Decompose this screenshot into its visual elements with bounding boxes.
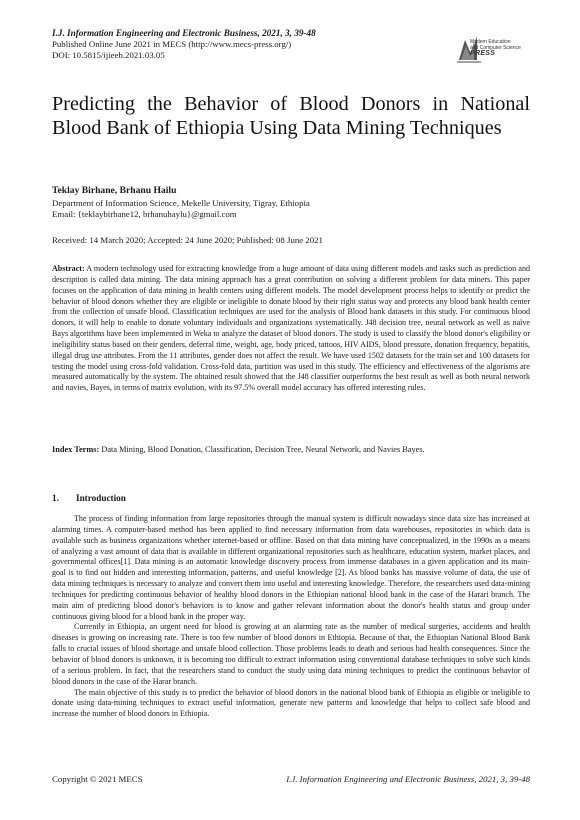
authors: Teklay Birhane, Brhanu Hailu: [52, 185, 177, 196]
paragraph: Currently in Ethiopia, an urgent need for blood is growing at an alarming rate as the number of medical surgeries, accidents and health diseases is growing on increasing rate. There is too few number of blood donors in Ethiopia. Because of that, the Ethiopian National Blood Bank falls to crucial issues of blood shortage and unsafe blood collection. Those problems leads to death and serious bad health consequences. Since the behavior of blood donors is unknown, it is becoming too difficult to extract information using conventional database techniques to solve such kinds of a serious problem. In fact, that the researchers stand to conduct the study using data mining techniques to predict the continuous behavior of blood donors in the case of the Harar branch.: [52, 622, 530, 686]
section-heading: [52, 493, 126, 503]
footer-journal: I.J. Information Engineering and Electronic Business, 2021, 3, 39-48: [286, 774, 530, 784]
logo-line-1: Modern Education: [470, 39, 511, 45]
journal-header: [52, 28, 472, 61]
publication-info: Published Online June 2021 in MECS (http://www.mecs-press.org/): [52, 39, 292, 49]
section-title: Introduction: [76, 493, 126, 503]
section-body: [52, 514, 530, 720]
journal-name: I.J. Information Engineering and Electronic Business, 2021, 3, 39-48: [52, 28, 316, 38]
logo-line-2: and Computer Science: [470, 44, 521, 51]
submission-dates: Received: 14 March 2020; Accepted: 24 June 2020; Published: 08 June 2021: [52, 235, 323, 245]
index-terms-text: Data Mining, Blood Donation, Classification, Decision Tree, Neural Network, and Navies Bayes.: [101, 445, 425, 454]
abstract: [52, 264, 530, 394]
email: Email: {teklaybirhane12, brhanuhaylu}@gmail.com: [52, 209, 237, 220]
paragraph: The process of finding information from large repositories through the manual system is difficult nowadays since data size has increased at alarming times. A computer-based method has been applied to find necessary information from data warehouses, repositories in which data is available such as business organizations whether internet-based or offline. Based on that data mining have conceptualized, in the 1990s as a means of analyzing a vast amount of data that is available in different organizational repositories such as healthcare, education system, market places, and governmental offices[1]. Data mining is an automatic knowledge discovery process from immense databases in a given application and its main-goal is to find out hidden and interesting information, patterns, and useful knowledge [2]. As blood banks has massive volume of data, the use of data mining techniques is necessary to analyze and convert them into useful and interesting knowledge. Therefore, the researchers used data-mining techniques for predicting continuous behavior of healthy blood donors in the Ethiopian national blood bank in the case of the Harari branch. The main aim of predicting blood donor's behaviors is to know and gather relevant information about the donor's health status and group under continuous giving blood for a blood bank in the proper way.: [52, 514, 530, 621]
abstract-text: A modern technology used for extracting knowledge from a huge amount of data using different models and tasks such as prediction and description is called data mining. The data mining approach has a great contribution on solving a different problem for data miners. This paper focuses on the application of data mining in health centers using different models. The model development process helps to identify or predict the behavior of blood donors whether they are eligible or ineligible to donate blood by their right status way and protects any blood bank health center from the collection of unsafe blood. Classification techniques are used for the analysis of Blood bank datasets in this study. For continuous blood donors, it will help to enable to donate voluntary individuals and organizations systematically. J48 decision tree, neural network as well as naïve Bays algorithms have been implemented in Weka to analyze the dataset of blood donors. The study is used to classify the blood donor's eligibility or ineligibility status based on their genders, deferral time, weight, age, body priced, tattoos, HIV AIDS, blood pressure, donation frequency, hepatitis, illegal drug use attributes. From the 11 attributes, gender does not affect the result. We have used 1502 datasets for the train set and 100 datasets for testing the model using cross-fold validation. Cross-fold data, partition was used in this study. The efficiency and effectiveness of the algorisms are measured automatically by the system. The obtained result showed that the J48 classifier outperforms the best result as well as both neural network and navies, Bayes, in terms of matrix evolution, with its 97.5% overall model accuracy has offered interesting rules.: [52, 264, 530, 393]
paragraph: The main objective of this study is to predict the behavior of blood donors in the national blood bank of Ethiopia as eligible or ineligible to donate using data-mining techniques to extract useful information, generate new patterns and knowledge that helps to collect safe blood and increase the number of blood donors in Ethiopia.: [52, 687, 530, 719]
abstract-label: Abstract:: [52, 264, 85, 273]
logo-wordmark: [470, 40, 521, 57]
footer-copyright: Copyright © 2021 MECS: [52, 774, 143, 784]
affiliation: Department of Information Science, Mekelle University, Tigray, Ethiopia: [52, 198, 310, 208]
paper-title: Predicting the Behavior of Blood Donors in National Blood Bank of Ethiopia Using Data Mining Techniques: [52, 93, 530, 139]
doi: DOI: 10.5815/ijieeb.2021.03.05: [52, 50, 165, 60]
section-number: 1.: [52, 493, 59, 503]
logo-press: PRESS: [470, 50, 496, 58]
affiliation-block: [52, 198, 310, 221]
index-terms-label: Index Terms:: [52, 445, 100, 454]
index-terms: [52, 445, 530, 454]
